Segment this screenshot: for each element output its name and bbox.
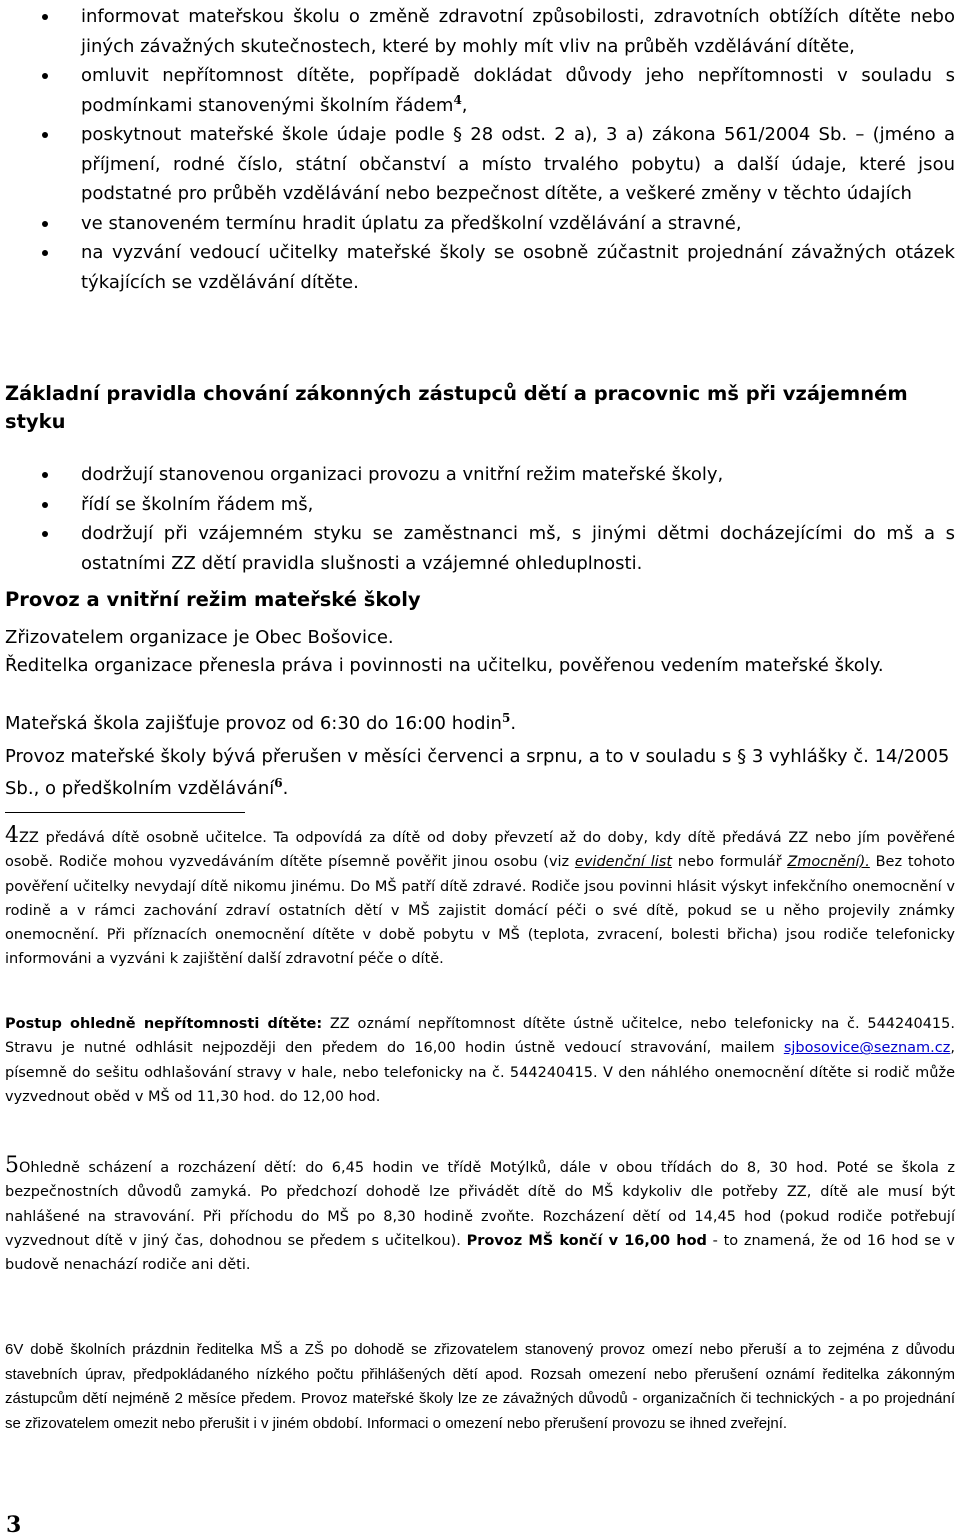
list-item: řídí se školním řádem mš,: [5, 490, 955, 520]
absence-procedure: Postup ohledně nepřítomnosti dítěte: ZZ oznámí nepřítomnost dítěte ústně učitelce, nebo telefonicky na č. 544240415. Stravu je nutné odhlásit nejpozději den předem do 16,00 hodin ústně vedoucí stravování, mailem sjbosovice@seznam.cz, písemně do sešitu odhlašování stravy v hale, nebo telefonicky na č. 544240415. V den náhlého onemocnění dítěte si rodič může vyzvednout oběd v MŠ od 11,30 hod. do 12,00 hod.: [5, 1016, 955, 1105]
list-item: poskytnout mateřské škole údaje podle § 28 odst. 2 a), 3 a) zákona 561/2004 Sb. – (jméno a příjmení, rodné číslo, státní občanství a místo trvalého pobytu) a další údaje, které jsou podstatné pro průběh vzdělávání nebo bezpečnost dítěte, a veškeré změny v těchto údajích: [5, 120, 955, 209]
section-heading: Základní pravidla chování zákonných zástupců dětí a pracovnic mš při vzájemném styku: [5, 382, 908, 433]
bullet-icon: [42, 250, 48, 256]
paragraph: Zřizovatelem organizace je Obec Bošovice.: [5, 627, 394, 648]
list-item: dodržují při vzájemném styku se zaměstnanci mš, s jinými dětmi docházejícími do mš a s ostatními ZZ dětí pravidla slušnosti a vzájemné ohleduplnosti.: [5, 519, 955, 578]
bullet-icon: [42, 221, 48, 227]
footnote-ref[interactable]: 6: [274, 776, 283, 790]
footnote-number: 6: [5, 1341, 14, 1358]
list-item: na vyzvání vedoucí učitelky mateřské školy se osobně zúčastnit projednání závažných otázek týkajících se vzdělávání dítěte.: [5, 238, 955, 297]
paragraph: Provoz mateřské školy bývá přerušen v měsíci červenci a srpnu, a to v souladu s § 3 vyhlášky č. 14/2005 Sb., o předškolním vzdělávání$^6$.: [5, 746, 950, 799]
paragraph: Mateřská škola zajišťuje provoz od 6:30 do 16:00 hodin$^5$.: [5, 711, 517, 734]
footnote-number: 5: [5, 1153, 19, 1178]
email-link[interactable]: sjbosovice@seznam.cz: [783, 1040, 951, 1057]
list-item: informovat mateřskou školu o změně zdravotní způsobilosti, zdravotních obtížích dítěte nebo jiných závažných skutečnostech, které by mohly mít vliv na průběh vzdělávání dítěte,: [5, 2, 955, 61]
footnote-6: 6V době školních prázdnin ředitelka MŠ a ZŠ po dohodě se zřizovatelem stanovený provoz omezí nebo přeruší a to zejména z důvodu stavebních úprav, předpokládaného nízkého počtu přihlášených dětí apod. Rozsah omezení nebo přerušení oznámí ředitelka zákonným zástupcům dětí nejméně 2 měsíce předem. Provoz mateřské školy lze ze závažných důvodů - organizačních či technických - a po projednání se zřizovatelem omezit nebo přerušit i v jiném období. Informaci o omezení nebo přerušení provozu se ihned zveřejní.: [5, 1341, 955, 1432]
footnote-ref[interactable]: 4: [453, 92, 462, 107]
bullet-icon: [42, 472, 48, 478]
behavior-rules-list: [5, 460, 955, 578]
bullet-icon: [42, 132, 48, 138]
footnote-number: 4: [5, 823, 19, 848]
bullet-icon: [42, 502, 48, 508]
footnote-ref[interactable]: 5: [501, 711, 511, 725]
footnote-4: 4ZZ předává dítě osobně učitelce. Ta odpovídá za dítě od doby převzetí až do doby, kdy dítě předává ZZ nebo jím pověřené osobě. Rodiče mohou vyzvedáváním dítěte písemně pověřit jinou osobu (viz evidenční list nebo formulář Zmocnění). Bez tohoto pověření učitelky nevydají dítě nikomu jinému. Do MŠ patří dítě zdravé. Rodiče jsou povinni hlásit výskyt infekčního onemocnění v rodině a v rámci zachování zdraví ostatních dětí v MŠ zajistit domácí péči o své dítě, pokud se u něho projevily známky onemocnění. Při příznacích onemocnění dítěte v době pobytu v MŠ (teplota, zvracení, bolesti břicha) jsou rodiče telefonicky informováni a vyzváni k zajištění další zdravotní péče o dítě.: [5, 823, 956, 968]
paragraph: Ředitelka organizace přenesla práva i povinnosti na učitelku, pověřenou vedením mateřské školy.: [5, 655, 884, 676]
footnote-5: 5Ohledně scházení a rozcházení dětí: do 6,45 hodin ve třídě Motýlků, dále v obou třídách do 8, 30 hod. Poté se škola z bezpečnostních důvodů zamyká. Po předchozí dohodě lze přivádět dítě do MŠ kdykoliv dle potřeby ZZ, dítě ale musí být nahlášené na stravování. Při příchodu do MŠ po 8,30 hodině zvoňte. Rozcházení dětí od 14,45 hod (pokud rodiče potřebují vyzvednout dítě v jiný čas, dohodnou se předem s učitelkou). Provoz MŠ končí v 16,00 hod - to znamená, že od 16 hod se v budově nenachází rodiče ani děti.: [5, 1153, 955, 1274]
bullet-icon: [42, 14, 48, 20]
bullet-icon: [42, 531, 48, 537]
section-heading: Provoz a vnitřní režim mateřské školy: [5, 588, 421, 611]
list-item: ve stanoveném termínu hradit úplatu za předškolní vzdělávání a stravné,: [5, 209, 955, 239]
parent-duties-list: [5, 2, 955, 297]
list-item: omluvit nepřítomnost dítěte, popřípadě dokládat důvody jeho nepřítomnosti v souladu s podmínkami stanovenými školním řádem$^4$,: [5, 61, 955, 120]
page-number: 3: [6, 1512, 22, 1538]
footnote-separator: [5, 812, 245, 813]
list-item: dodržují stanovenou organizaci provozu a vnitřní režim mateřské školy,: [5, 460, 955, 490]
bullet-icon: [42, 73, 48, 79]
